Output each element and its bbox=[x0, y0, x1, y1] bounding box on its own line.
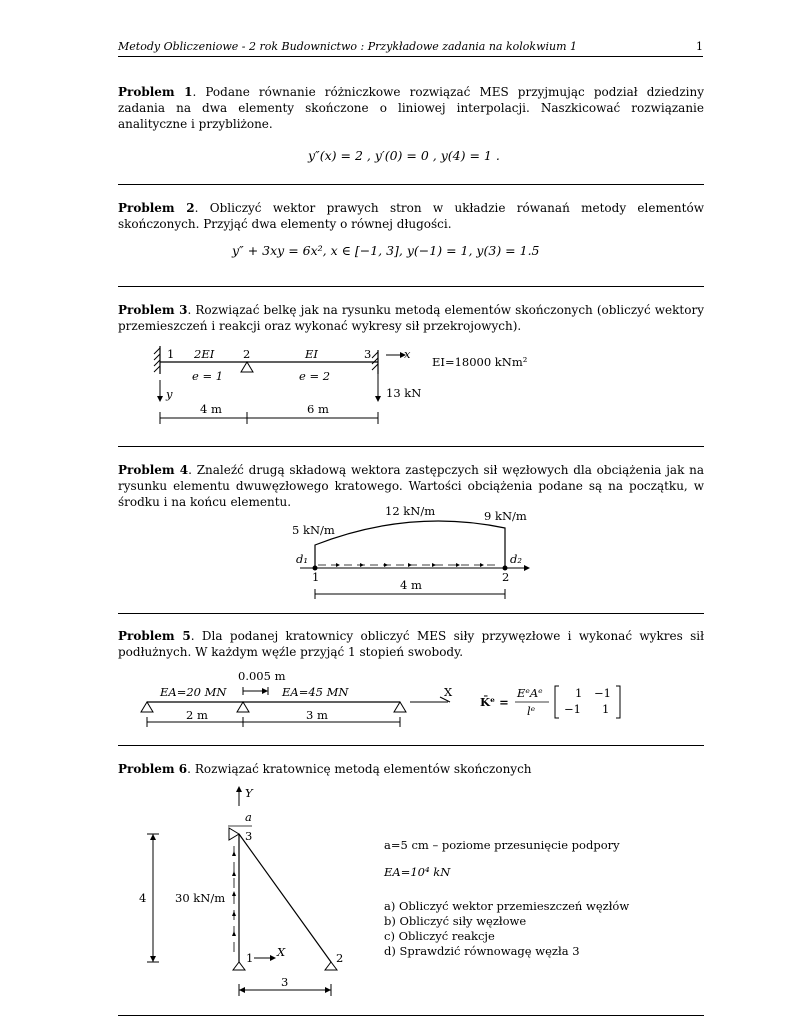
p3-axis-x: x bbox=[404, 347, 411, 361]
problem-1: Problem 1. Podane równanie różniczkowe rozwiązać MES przyjmując podział dziedziny zadania na dwa elementy skończone o liniowej interpolacji. Naszkicować rozwiązanie analityczne i przybliżone. bbox=[118, 85, 704, 131]
p6-node1: 1 bbox=[246, 951, 254, 965]
p5-k-num: EᵉAᵉ bbox=[517, 686, 543, 700]
p4-q-start: 5 kN/m bbox=[292, 523, 335, 537]
p5-k-den: lᵉ bbox=[527, 704, 536, 718]
problem-5-text: Dla podanej kratownicy obliczyć MES siły przywęzłowe i wykonać wykres sił podłużnych. W każdym węźle przyjąć 1 stopień swobody. bbox=[118, 629, 704, 659]
x-axis-arrowhead-icon bbox=[270, 955, 276, 961]
p6-task-d: d) Sprawdzić równowagę węzła 3 bbox=[384, 944, 580, 958]
p6-node2: 2 bbox=[336, 951, 344, 965]
p5-k-lhs: K̄ᵉ = bbox=[480, 695, 509, 709]
p3-stiff2: EI bbox=[305, 347, 318, 361]
problem-2-label: Problem 2 bbox=[118, 201, 195, 215]
problem-6: Problem 6. Rozwiązać kratownicę metodą elementów skończonych bbox=[118, 762, 532, 776]
p3-stiff1: 2EI bbox=[194, 347, 215, 361]
support-icon bbox=[233, 962, 245, 970]
p5-ea1: EA=20 MN bbox=[160, 685, 227, 699]
p5-len2: 3 m bbox=[306, 708, 328, 722]
diagonal-member bbox=[239, 834, 331, 962]
p6-a: a bbox=[245, 810, 252, 824]
p4-q-end: 9 kN/m bbox=[484, 509, 527, 523]
problem-3-text: Rozwiązać belkę jak na rysunku metodą elementów skończonych (obliczyć wektory przemieszczeń i reakcji oraz wykonać wykresy sił przekrojowych). bbox=[118, 303, 704, 333]
dimension-arrowhead-icon bbox=[239, 987, 245, 993]
p6-height: 4 bbox=[139, 891, 147, 905]
p4-node2: 2 bbox=[502, 570, 510, 584]
dimension-arrowhead-icon bbox=[150, 956, 156, 962]
p4-d2: d₂ bbox=[510, 552, 522, 566]
roller-support-icon bbox=[229, 828, 239, 840]
problem-2-equation: y″ + 3xy = 6x², x ∈ [−1, 3], y(−1) = 1, y(3) = 1.5 bbox=[232, 243, 540, 258]
problem-3: Problem 3. Rozwiązać belkę jak na rysunku metodą elementów skończonych (obliczyć wektory przemieszczeń i reakcji oraz wykonać wykresy sił przekrojowych). bbox=[118, 303, 704, 333]
p6-info-line1: a=5 cm – poziome przesunięcie podpory bbox=[384, 838, 620, 852]
p3-load: 13 kN bbox=[386, 386, 422, 400]
p6-node3: 3 bbox=[245, 829, 253, 843]
p5-gap: 0.005 m bbox=[238, 669, 286, 683]
dimension-arrowhead-icon bbox=[150, 834, 156, 840]
p6-task-b: b) Obliczyć siły węzłowe bbox=[384, 914, 527, 928]
p4-q-mid: 12 kN/m bbox=[385, 504, 436, 518]
problem-3-label: Problem 3 bbox=[118, 303, 188, 317]
p6-axis-x: X bbox=[277, 945, 286, 959]
y-axis-arrowhead-icon bbox=[236, 786, 242, 792]
problem-6-text: Rozwiązać kratownicę metodą elementów skończonych bbox=[194, 762, 532, 776]
p6-load: 30 kN/m bbox=[175, 891, 226, 905]
p3-node1: 1 bbox=[167, 347, 175, 361]
problem-2-text: Obliczyć wektor prawych stron w układzie rówanań metody elementów skończonych. Przyjąć dwa elementy o równej długości. bbox=[118, 201, 704, 231]
p4-node1: 1 bbox=[312, 570, 320, 584]
p3-el2: e = 2 bbox=[299, 369, 331, 383]
p5-axis: X bbox=[444, 685, 453, 699]
p3-len2: 6 m bbox=[307, 402, 329, 416]
problem-1-label: Problem 1 bbox=[118, 85, 193, 99]
p3-node2: 2 bbox=[243, 347, 251, 361]
problem-5: Problem 5. Dla podanej kratownicy obliczyć MES siły przywęzłowe i wykonać wykres sił podłużnych. W każdym węźle przyjąć 1 stopień swobody. bbox=[118, 629, 704, 659]
problem-1-equation: y″(x) = 2 , y′(0) = 0 , y(4) = 1 . bbox=[308, 148, 500, 163]
p6-width: 3 bbox=[281, 975, 289, 989]
p6-task-a: a) Obliczyć wektor przemieszczeń węzłów bbox=[384, 899, 630, 913]
dimension-arrowhead-icon bbox=[325, 987, 331, 993]
p3-node3: 3 bbox=[364, 347, 372, 361]
problem-4: Problem 4. Znaleźć drugą składową wektora zastępczych sił węzłowych dla obciążenia jak na rysunku elementu dwuwęzłowego kratowego. Wartości obciążenia podane są na początku, w środku i na końcu elementu. bbox=[118, 463, 704, 509]
p6-axis-y: Y bbox=[245, 786, 253, 800]
problem-2: Problem 2. Obliczyć wektor prawych stron w układzie rówanań metody elementów skończonych. Przyjąć dwa elementy o równej długości. bbox=[118, 201, 704, 231]
p3-axis-y: y bbox=[166, 387, 173, 401]
matrix-cell: −1 bbox=[594, 686, 611, 700]
p5-len1: 2 m bbox=[186, 708, 208, 722]
problem-4-label: Problem 4 bbox=[118, 463, 189, 477]
p3-len1: 4 m bbox=[200, 402, 222, 416]
p4-length: 4 m bbox=[400, 578, 422, 592]
divider bbox=[118, 1015, 704, 1016]
matrix-cell: 1 bbox=[602, 702, 610, 716]
problem-6-label: Problem 6 bbox=[118, 762, 188, 776]
p5-ea2: EA=45 MN bbox=[282, 685, 349, 699]
p4-d1: d₁ bbox=[296, 552, 308, 566]
problem-4-text: Znaleźć drugą składową wektora zastępczych sił węzłowych dla obciążenia jak na rysunku elementu dwuwęzłowego kratowego. Wartości obciążenia podane są na początku, w środku i na końcu elementu. bbox=[118, 463, 704, 509]
matrix-cell: −1 bbox=[564, 702, 581, 716]
header-title: Metody Obliczeniowe - 2 rok Budownictwo : Przykładowe zadania na kolokwium 1 bbox=[118, 40, 578, 53]
problem-1-text: Podane równanie różniczkowe rozwiązać MES przyjmując podział dziedziny zadania na dwa elementy skończone o liniowej interpolacji. Naszkicować rozwiązanie analityczne i przybliżone. bbox=[118, 85, 704, 131]
problem-5-label: Problem 5 bbox=[118, 629, 191, 643]
page-number: 1 bbox=[696, 40, 703, 53]
p6-task-c: c) Obliczyć reakcje bbox=[384, 929, 495, 943]
p3-el1: e = 1 bbox=[192, 369, 224, 383]
matrix-cell: 1 bbox=[575, 686, 583, 700]
p6-info-line2: EA=10⁴ kN bbox=[384, 865, 451, 879]
p3-ei-value: EI=18000 kNm² bbox=[432, 355, 528, 369]
